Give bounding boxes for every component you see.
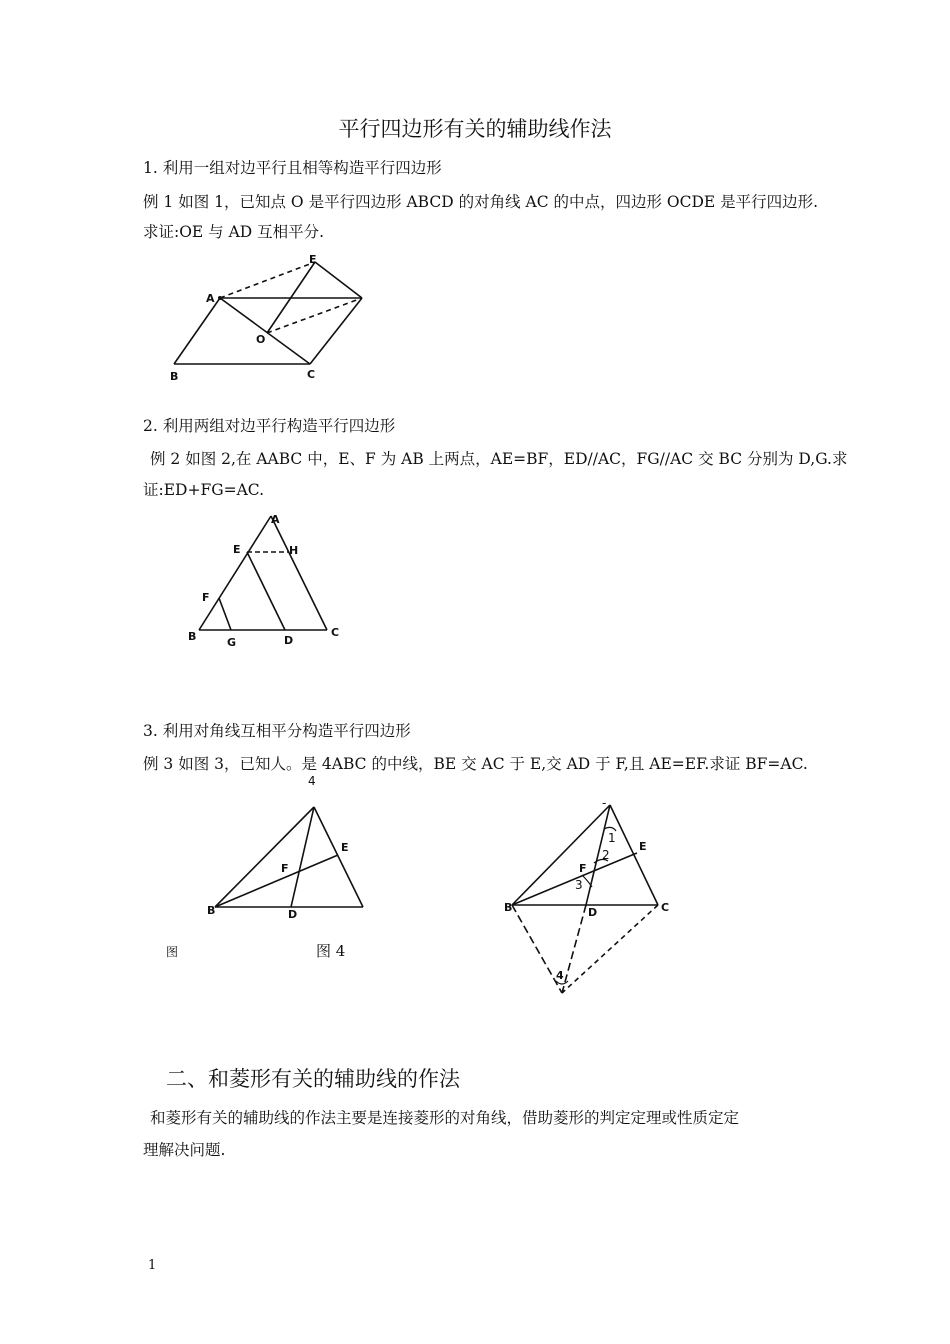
- fig1-label-c: C: [307, 368, 316, 381]
- figure-3: [160, 775, 390, 965]
- fig1-label-o: O: [256, 333, 266, 346]
- example1-line2: 求证:OE 与 AD 互相平分.: [143, 223, 325, 241]
- fig3-caption-left: 图: [166, 945, 179, 959]
- fig2-label-e: E: [233, 543, 241, 556]
- figure-4: [500, 795, 690, 1010]
- fig2-label-a: A: [271, 513, 280, 526]
- part2-heading: 二、和菱形有关的辅助线的作法: [166, 1067, 460, 1091]
- figure-2: [185, 508, 355, 653]
- fig3-label-b: B: [207, 904, 216, 917]
- fig2-label-c: C: [331, 626, 340, 639]
- part2-paragraph-line1: 和菱形有关的辅助线的作法主要是连接菱形的对角线，借助菱形的判定定理或性质定定: [150, 1109, 740, 1127]
- fig4-label-a: -: [602, 796, 607, 810]
- page-title: 平行四边形有关的辅助线作法: [338, 117, 612, 141]
- fig2-label-b: B: [188, 630, 197, 643]
- part2-paragraph-line2: 理解决问题.: [143, 1141, 226, 1159]
- fig4-label-b: B: [504, 901, 513, 914]
- fig4-angle-2: 2: [602, 848, 610, 862]
- fig4-label-e: E: [639, 840, 647, 853]
- fig3-label-f: F: [281, 862, 289, 875]
- example3-line1: 例 3 如图 3，已知人。是 4ABC 的中线，BE 交 AC 于 E,交 AD 于 F,且 AE=EF.求证 BF=AC.: [143, 755, 808, 773]
- fig3-label-a: 4: [308, 774, 316, 788]
- example1-line1: 例 1 如图 1，已知点 O 是平行四边形 ABCD 的对角线 AC 的中点，四边形 OCDE 是平行四边形.: [143, 193, 819, 211]
- section3-heading: 3. 利用对角线互相平分构造平行四边形: [143, 722, 411, 740]
- section2-heading: 2. 利用两组对边平行构造平行四边形: [143, 417, 396, 435]
- fig1-label-e: E: [309, 253, 317, 266]
- example2-line2: 证:ED+FG=AC.: [143, 481, 265, 499]
- page-number: 1: [148, 1258, 157, 1273]
- fig1-label-a: A: [206, 292, 215, 305]
- fig2-label-h: H: [289, 544, 299, 557]
- fig2-label-g: G: [227, 636, 237, 649]
- fig4-label-c: C: [661, 901, 670, 914]
- fig4-label-d: D: [588, 906, 598, 919]
- fig4-angle-4: 4: [556, 969, 564, 982]
- section1-heading: 1. 利用一组对边平行且相等构造平行四边形: [143, 159, 442, 177]
- example2-line1: 例 2 如图 2,在 AABC 中，E、F 为 AB 上两点，AE=BF，ED//AC，FG//AC 交 BC 分别为 D,G.求: [150, 450, 848, 468]
- fig4-label-f: F: [579, 862, 587, 875]
- fig2-label-d: D: [284, 634, 294, 647]
- figure-1: [160, 250, 390, 385]
- fig4-angle-1: 1: [608, 831, 616, 845]
- fig3-caption: 图 4: [316, 942, 346, 960]
- fig3-label-d: D: [288, 908, 298, 921]
- fig1-label-b: B: [170, 370, 179, 383]
- fig3-label-e: E: [341, 841, 349, 854]
- fig2-label-f: F: [202, 591, 210, 604]
- fig4-angle-3: 3: [575, 878, 583, 892]
